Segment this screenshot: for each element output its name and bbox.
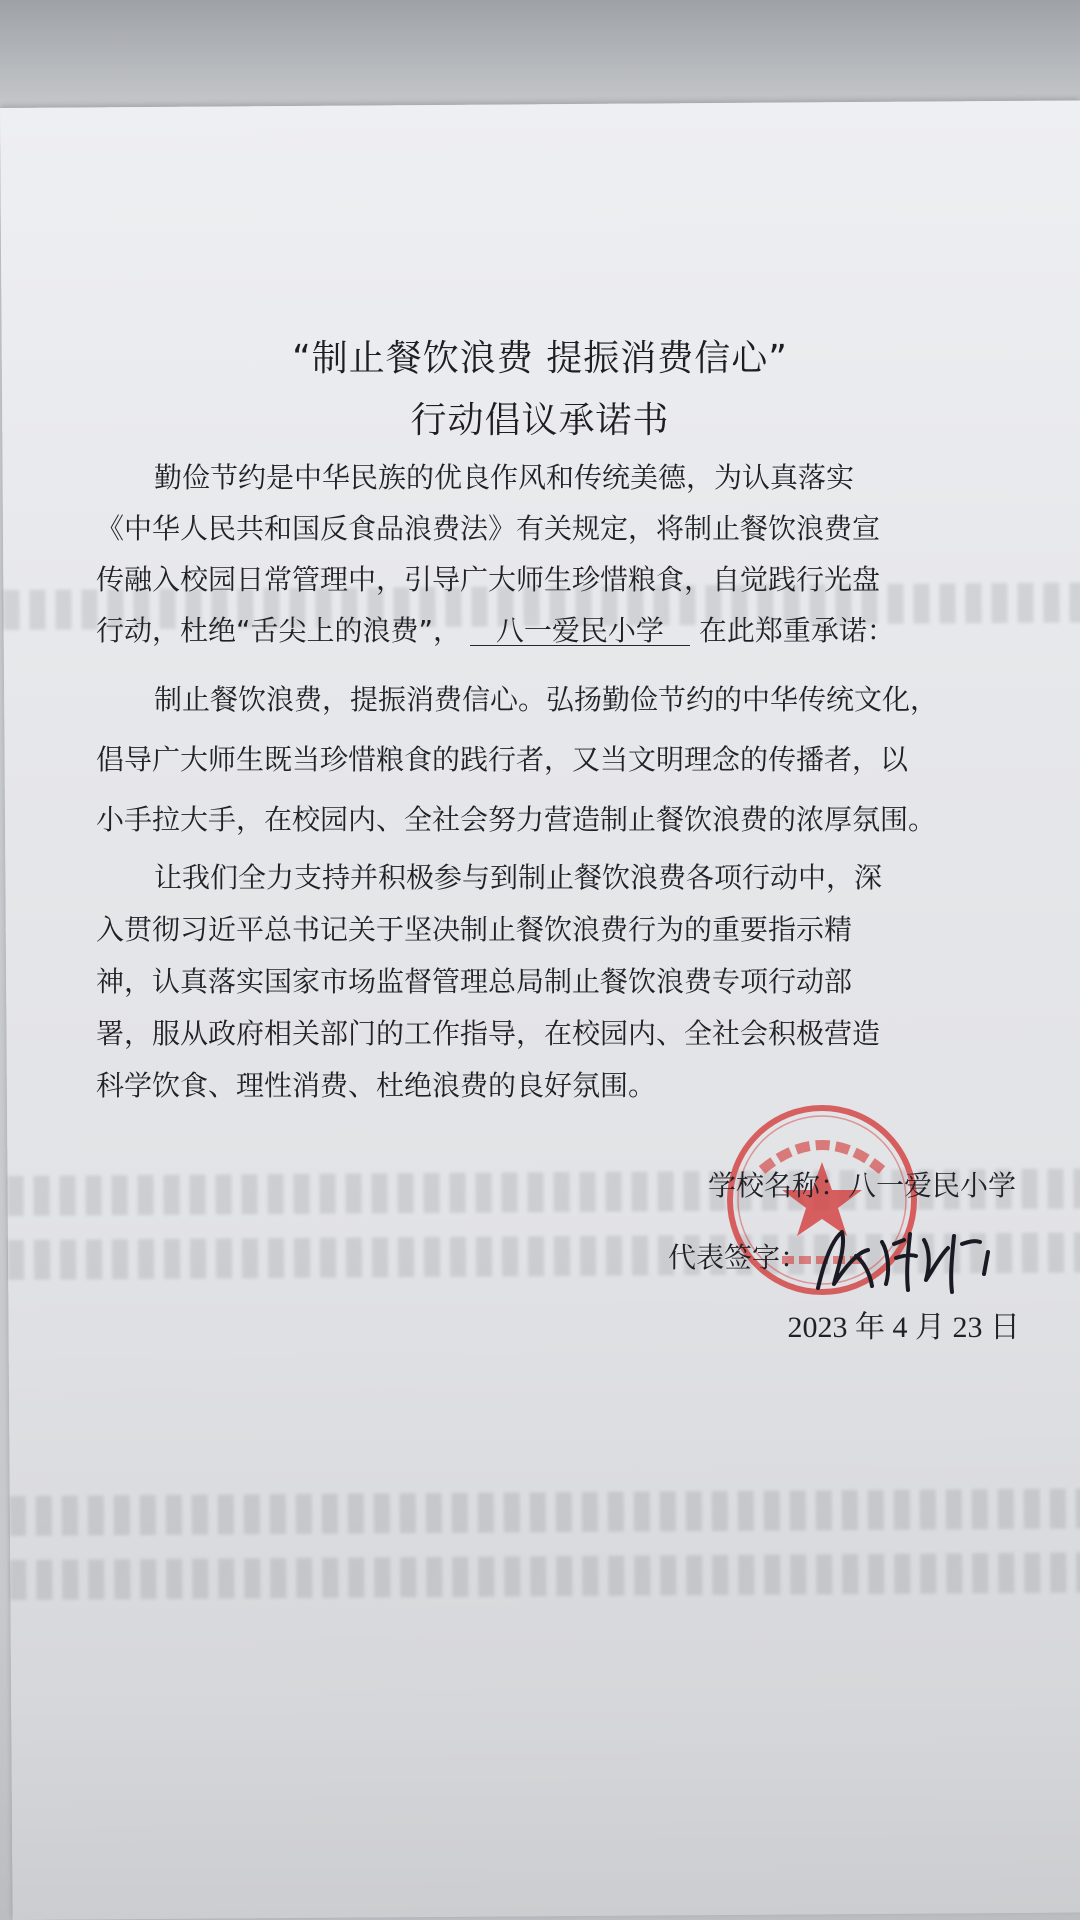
line-text: 行动，杜绝“舌尖上的浪费”， xyxy=(96,614,462,647)
representative-signature-label: 代表签字： xyxy=(667,1241,808,1274)
paragraph-line: 科学饮食、理性消费、杜绝浪费的良好氛围。 xyxy=(96,1069,657,1102)
paragraph-action xyxy=(96,852,996,1112)
document-date: 2023 年 4 月 23 日 xyxy=(787,1311,1020,1344)
paragraph-line: 传融入校园日常管理中，引导广大师生珍惜粮食，自觉践行光盘 xyxy=(96,563,881,596)
school-name-line xyxy=(708,1164,1016,1204)
paragraph-intro xyxy=(96,452,996,656)
bleed-through-text xyxy=(10,1552,1080,1600)
handwritten-signature xyxy=(812,1222,1002,1298)
paragraph-line xyxy=(96,605,996,656)
school-name-blank: 八一爱民小学 xyxy=(470,617,690,646)
paragraph-commitment xyxy=(96,670,996,850)
paragraph-line: 小手拉大手，在校园内、全社会努力营造制止餐饮浪费的浓厚氛围。 xyxy=(96,803,937,836)
paragraph-line: 制止餐饮浪费，提振消费信心。弘扬勤俭节约的中华传统文化， xyxy=(154,683,939,716)
paragraph-line: 署，服从政府相关部门的工作指导，在校园内、全社会积极营造 xyxy=(96,1017,881,1050)
paragraph-line: 倡导广大师生既当珍惜粮食的践行者，又当文明理念的传播者，以 xyxy=(96,743,909,776)
paragraph-line: 《中华人民共和国反食品浪费法》有关规定，将制止餐饮浪费宣 xyxy=(96,512,881,545)
school-name-label: 学校名称： xyxy=(707,1169,848,1202)
document-title: “制止餐饮浪费 提振消费信心” xyxy=(292,338,788,379)
document-subtitle: 行动倡议承诺书 xyxy=(410,400,670,441)
paragraph-line: 入贯彻习近平总书记关于坚决制止餐饮浪费行为的重要指示精 xyxy=(96,913,853,946)
line-text: 在此郑重承诺： xyxy=(698,614,895,647)
paragraph-line: 神，认真落实国家市场监督管理总局制止餐饮浪费专项行动部 xyxy=(96,965,853,998)
paragraph-line: 让我们全力支持并积极参与到制止餐饮浪费各项行动中，深 xyxy=(154,861,883,894)
representative-signature-line xyxy=(668,1236,808,1276)
bleed-through-text xyxy=(10,1488,1080,1536)
paragraph-line: 勤俭节约是中华民族的优良作风和传统美德，为认真落实 xyxy=(154,461,855,494)
school-name-value: 八一爱民小学 xyxy=(847,1169,1016,1202)
